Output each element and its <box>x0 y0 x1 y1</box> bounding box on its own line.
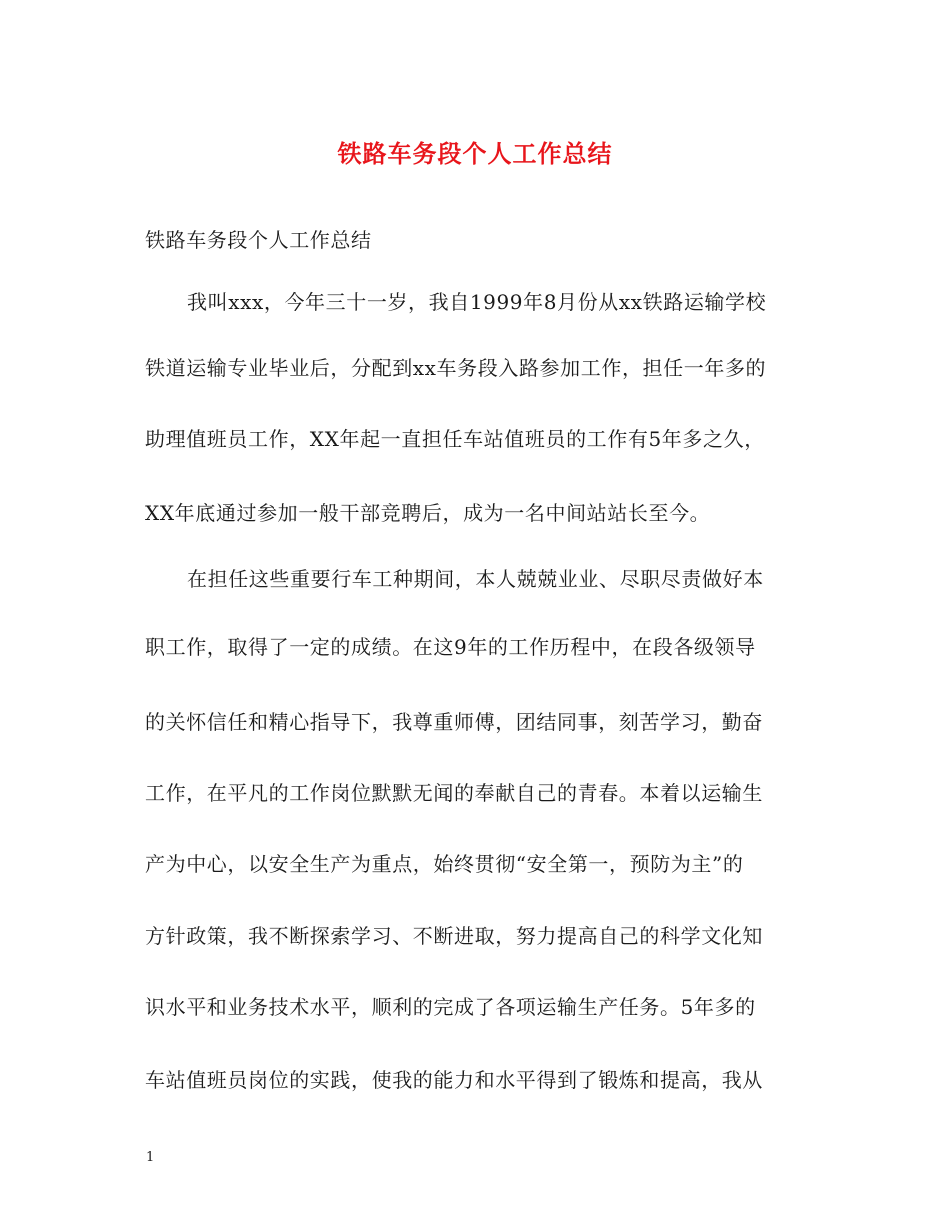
paragraph-line: 产为中心，以安全生产为重点，始终贯彻“安全第一，预防为主”的 <box>145 852 744 876</box>
paragraph-line: 方针政策，我不断探索学习、不断进取，努力提高自己的科学文化知 <box>145 924 763 948</box>
paragraph-line: 我叫xxx，今年三十一岁，我自1999年8月份从xx铁路运输学校 <box>187 290 767 314</box>
paragraph-line: 铁道运输专业毕业后，分配到xx车务段入路参加工作，担任一年多的 <box>145 356 767 380</box>
paragraph-line: 在担任这些重要行车工种期间，本人兢兢业业、尽职尽责做好本 <box>187 567 764 591</box>
document-title: 铁路车务段个人工作总结 <box>337 139 613 168</box>
page-number: 1 <box>146 1150 155 1165</box>
paragraph-line: 助理值班员工作，XX年起一直担任车站值班员的工作有5年多之久， <box>145 427 765 451</box>
document-subtitle: 铁路车务段个人工作总结 <box>145 228 372 252</box>
paragraph-line: 车站值班员岗位的实践，使我的能力和水平得到了锻炼和提高，我从 <box>145 1068 763 1092</box>
paragraph-line: XX年底通过参加一般干部竞聘后，成为一名中间站站长至今。 <box>145 501 711 525</box>
paragraph-line: 识水平和业务技术水平，顺利的完成了各项运输生产任务。5年多的 <box>145 995 756 1019</box>
paragraph-line: 职工作，取得了一定的成绩。在这9年的工作历程中，在段各级领导 <box>145 635 756 659</box>
paragraph-line: 的关怀信任和精心指导下，我尊重师傅，团结同事，刻苦学习，勤奋 <box>145 710 763 734</box>
paragraph-line: 工作，在平凡的工作岗位默默无闻的奉献自己的青春。本着以运输生 <box>145 781 763 805</box>
